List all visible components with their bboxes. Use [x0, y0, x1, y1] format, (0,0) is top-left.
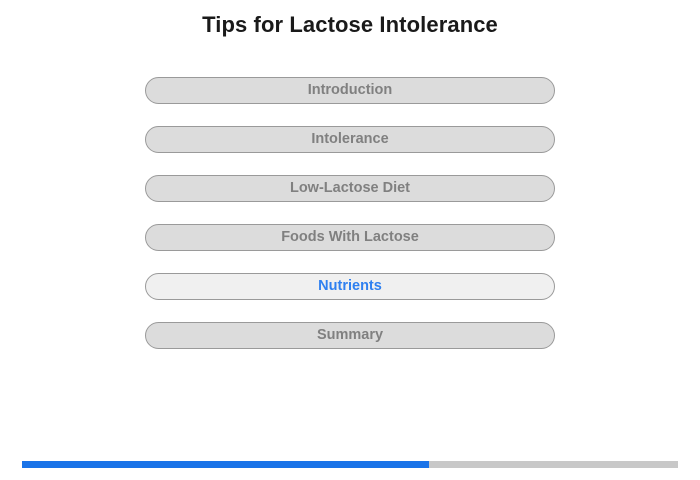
- nav-item-foods-with-lactose[interactable]: [145, 224, 555, 251]
- nav-item-label: Nutrients: [318, 278, 382, 295]
- nav-item-label: Foods With Lactose: [281, 229, 419, 246]
- progress-bar: [22, 461, 678, 468]
- progress-bar-fill: [22, 461, 429, 468]
- nav-item-summary[interactable]: [145, 322, 555, 349]
- nav-item-label: Low-Lactose Diet: [289, 180, 411, 197]
- nav-item-label: Introduction: [307, 82, 393, 99]
- page-title: Tips for Lactose Intolerance: [202, 12, 498, 37]
- nav-item-label: Summary: [316, 327, 384, 344]
- nav-item-nutrients[interactable]: [145, 273, 555, 300]
- nav-item-low-lactose-diet[interactable]: [145, 175, 555, 202]
- nav-item-label: Intolerance: [311, 131, 389, 148]
- section-nav-list: [0, 77, 700, 371]
- nav-item-intolerance[interactable]: [145, 126, 555, 153]
- nav-item-introduction[interactable]: [145, 77, 555, 104]
